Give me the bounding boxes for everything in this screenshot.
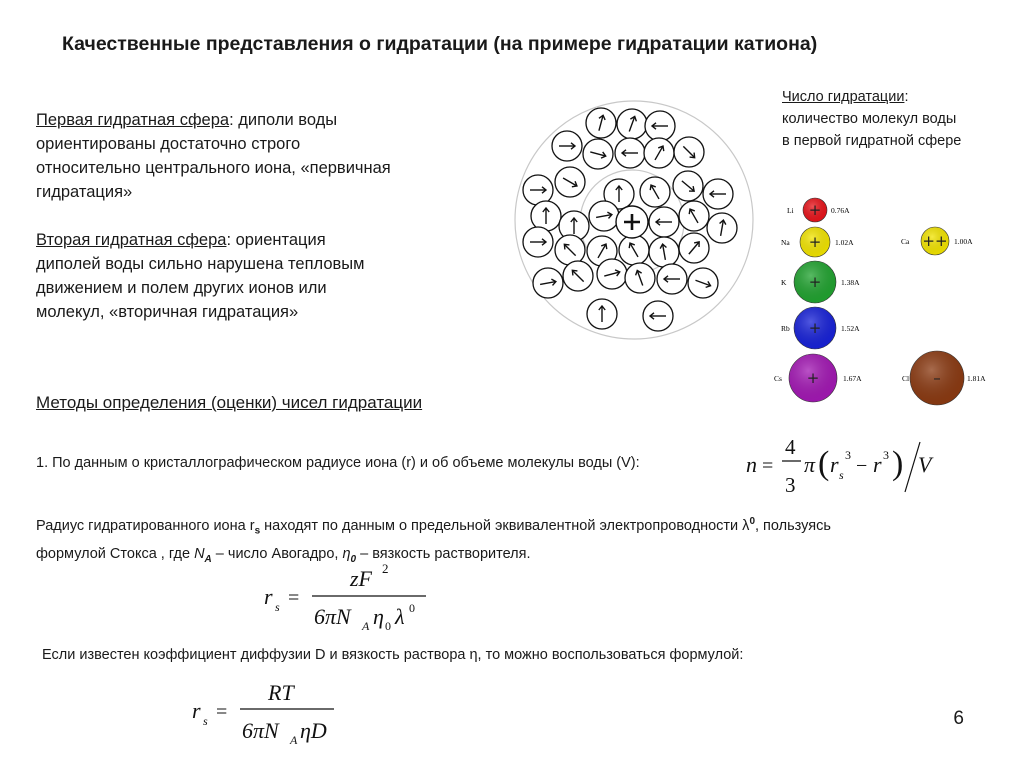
diffusion-text: Если известен коэффициент диффузии D и вязкость раствора η, то можно воспользоваться формулой: [42, 647, 744, 663]
ion-radius: 1.67A [843, 374, 862, 383]
ion-symbol: Cs [774, 374, 782, 383]
water-dipole [583, 139, 613, 169]
svg-text:s: s [839, 468, 844, 482]
water-dipole [586, 108, 616, 138]
water-dipole [679, 233, 709, 263]
second-sphere-term: Вторая гидратная сфера [36, 231, 227, 249]
svg-text:=: = [762, 455, 774, 477]
water-dipole [523, 227, 553, 257]
svg-text:0: 0 [409, 601, 415, 615]
svg-text:=: = [288, 587, 300, 609]
water-dipole [707, 213, 737, 243]
svg-text:ηD: ηD [300, 718, 327, 743]
ion-li [787, 198, 850, 222]
svg-text:r: r [264, 584, 273, 609]
formula3-denominator: 6πN [242, 718, 279, 743]
hydration-number-line3: в первой гидратной сфере [782, 133, 962, 149]
hydration-number-line2: количество молекул воды [782, 111, 957, 127]
ion-symbol: Na [781, 238, 790, 247]
formula1-num: 4 [785, 435, 796, 459]
ion-charge: + [806, 369, 820, 387]
ion-radius: 0.76A [831, 206, 850, 215]
water-dipole [619, 235, 649, 265]
water-dipole [688, 268, 718, 298]
svg-text:−: − [856, 455, 868, 477]
water-dipole [563, 261, 593, 291]
water-dipole [617, 109, 647, 139]
hydration-shell-diagram [512, 98, 756, 342]
svg-text:r: r [873, 452, 882, 477]
water-dipole [533, 268, 563, 298]
slide-title: Качественные представления о гидратации (на примере гидратации катиона) [62, 33, 818, 55]
svg-text:A: A [290, 733, 298, 747]
water-dipole [679, 201, 709, 231]
water-dipole [645, 111, 675, 141]
formula2-numerator: zF [350, 566, 372, 591]
water-dipole [674, 137, 704, 167]
ion-na [781, 227, 854, 257]
svg-text:3: 3 [845, 448, 851, 462]
ion-k [781, 261, 860, 303]
svg-text:r: r [192, 698, 201, 723]
water-dipole [531, 201, 561, 231]
stokes-text: Радиус гидратированного иона $r_s$ находят по данным о предельной эквивалентной электропроводности $\lambda^0$, пользуясь формулой Стокса , где $N_A$ – число Авогадро, $\eta_0$ – вязкость растворителя. [36, 516, 831, 565]
svg-text:s: s [275, 600, 280, 614]
ion-cl [902, 351, 986, 405]
ion-radii-panel [765, 190, 1005, 410]
water-dipole [597, 259, 627, 289]
second-sphere-description: Вторая гидратная сфера: ориентация диполей воды сильно нарушена тепловым движением и полем других ионов или молекул, «вторичная гидратация» [36, 231, 365, 321]
formula-hydration-number [742, 428, 942, 500]
ion-radius: 1.02A [835, 238, 854, 247]
ion-charge: ++ [922, 232, 948, 250]
water-dipole [555, 235, 585, 265]
formula1-den: 3 [785, 473, 796, 497]
ion-radius: 1.00A [954, 237, 973, 246]
central-cation [616, 206, 648, 238]
formula-stokes-conductivity [258, 560, 448, 638]
water-dipole [644, 138, 674, 168]
ion-symbol: Cl [902, 374, 910, 383]
svg-text:(: ( [818, 445, 830, 482]
svg-text:λ: λ [395, 604, 405, 629]
ion-charge: – [933, 369, 941, 387]
svg-text:r: r [830, 452, 839, 477]
ion-charge: + [808, 201, 822, 219]
method1-text: 1. По данным о кристаллографическом радиусе иона (r) и об объеме молекулы воды (V): [36, 455, 640, 471]
water-dipole [649, 207, 679, 237]
water-dipole [625, 263, 655, 293]
svg-text:2: 2 [382, 561, 389, 576]
ion-radius: 1.81A [967, 374, 986, 383]
formula-stokes-diffusion [186, 676, 356, 748]
page-number: 6 [953, 708, 964, 729]
water-dipole [523, 175, 553, 205]
ion-cs [774, 354, 862, 402]
ion-ca [901, 227, 973, 255]
ion-symbol: Ca [901, 237, 910, 246]
water-dipole [643, 301, 673, 331]
water-dipole [552, 131, 582, 161]
water-dipole [555, 167, 585, 197]
svg-text:s: s [203, 714, 208, 728]
ion-symbol: Li [787, 206, 794, 215]
ion-symbol: K [781, 278, 787, 287]
hydration-number-definition: Число гидратации: количество молекул воды в первой гидратной сфере [782, 86, 961, 152]
water-dipole [649, 237, 679, 267]
water-dipole [703, 179, 733, 209]
formula1-n: n [746, 452, 757, 477]
ion-charge: + [808, 319, 822, 337]
ion-radius: 1.52A [841, 324, 860, 333]
methods-heading: Методы определения (оценки) чисел гидратации [36, 393, 423, 412]
water-dipole [587, 299, 617, 329]
formula2-denominator: 6πN [314, 604, 351, 629]
svg-text:A: A [362, 619, 370, 633]
svg-text:): ) [892, 445, 904, 482]
water-dipole [615, 138, 645, 168]
ion-rb [781, 307, 860, 349]
first-sphere-description: Первая гидратная сфера: диполи воды ориентированы достаточно строго относительно центрального иона, «первичная гидратация» [36, 111, 391, 201]
formula1-V: V [918, 452, 932, 477]
water-dipole [657, 264, 687, 294]
ion-symbol: Rb [781, 324, 790, 333]
formula1-pi: π [804, 452, 816, 477]
water-dipole [673, 171, 703, 201]
svg-text:0: 0 [385, 619, 391, 633]
formula3-numerator: RT [268, 680, 294, 705]
water-dipole [589, 201, 619, 231]
ion-radius: 1.38A [841, 278, 860, 287]
hydration-number-term: Число гидратации [782, 89, 905, 105]
ion-charge: + [808, 233, 822, 251]
ion-charge: + [808, 273, 822, 291]
first-sphere-term: Первая гидратная сфера [36, 111, 230, 129]
svg-text:=: = [216, 701, 228, 723]
svg-text:η: η [373, 604, 384, 629]
svg-text:3: 3 [883, 448, 889, 462]
water-dipole [640, 177, 670, 207]
